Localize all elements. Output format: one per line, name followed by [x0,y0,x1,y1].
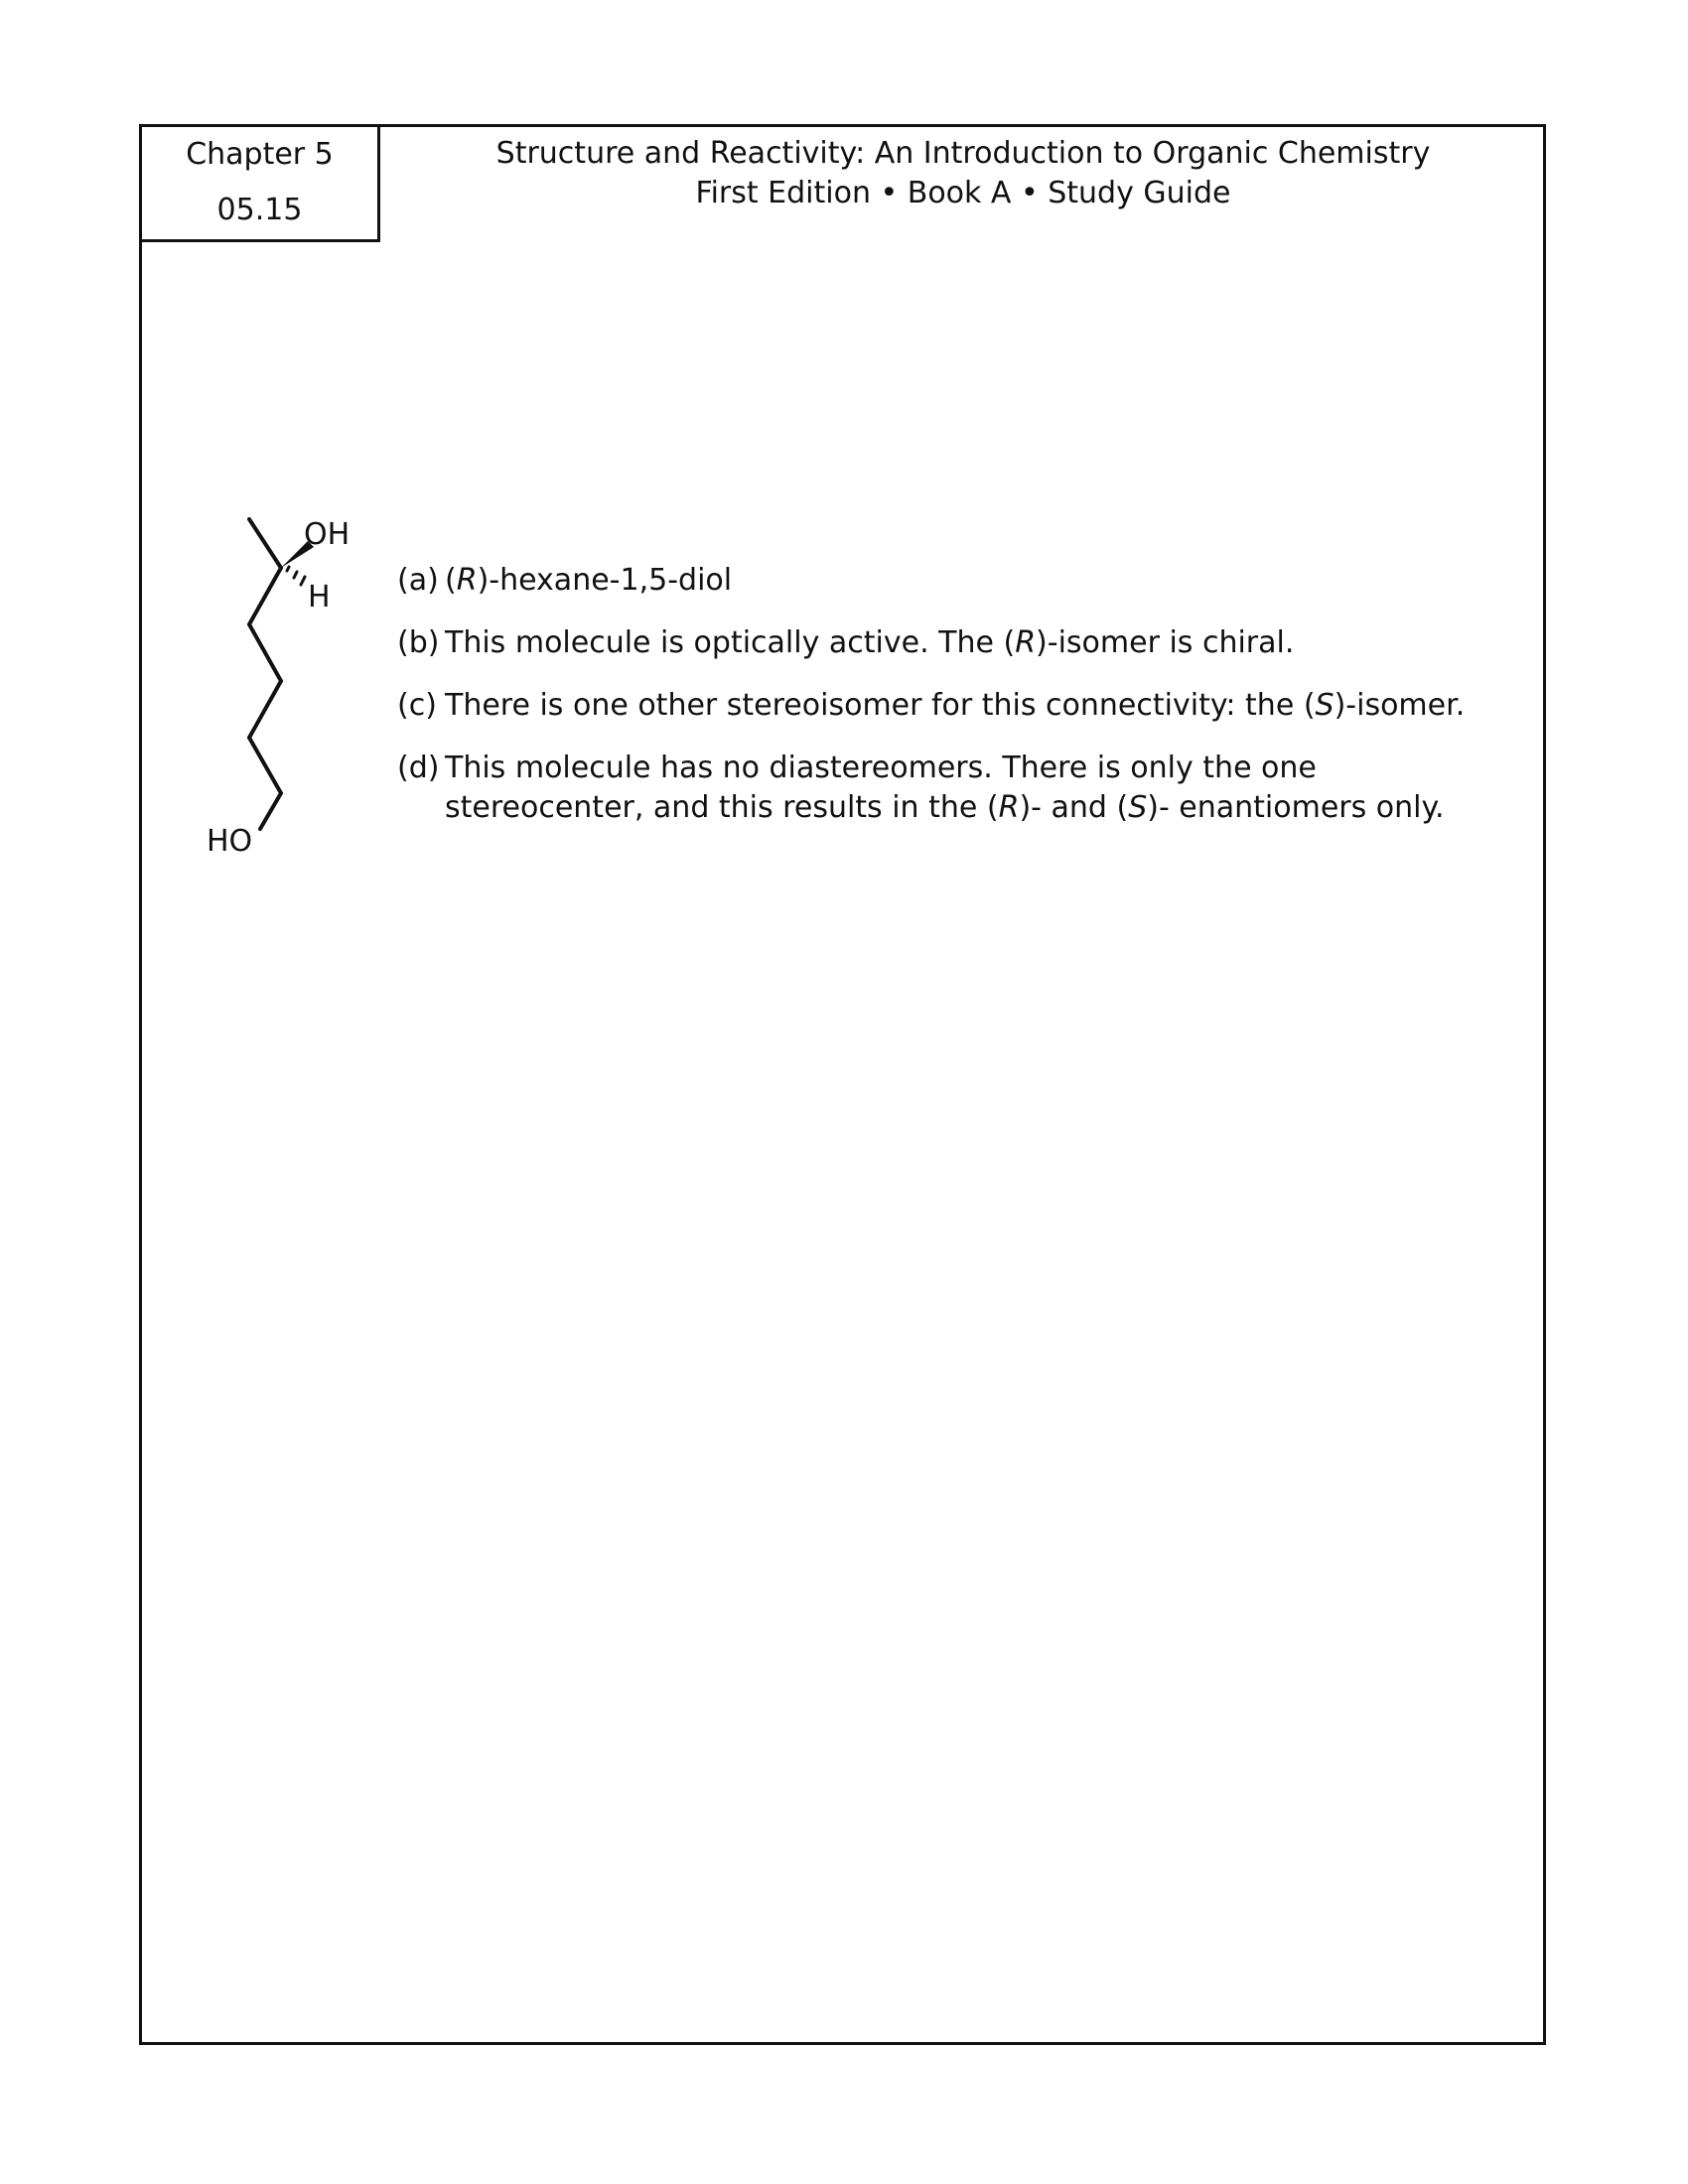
top-hydroxyl-label: OH [304,517,351,552]
answer-letter: (a) [397,563,439,598]
hexane-diol-structure [189,501,387,879]
answer-d [397,749,1519,828]
page-frame [139,124,1546,2045]
answer-b [397,623,1519,663]
answer-letter: (d) [397,751,440,785]
answer-letter: (c) [397,688,437,723]
answer-letter: (b) [397,625,440,660]
hash-bond [287,567,305,585]
bottom-hydroxyl-label: HO [207,824,253,859]
hydrogen-label: H [308,580,331,614]
section-number: 05.15 [216,193,303,227]
hydroxyl-bond [260,793,281,829]
document-header [380,134,1546,213]
answer-text: There is one other stereoisomer for this connectivity: the (S)-isomer. [445,688,1466,723]
methyl-bond [249,519,281,568]
answer-text: (R)-hexane-1,5-diol [445,563,733,598]
chapter-box [139,124,380,242]
chain-bond-1 [249,568,281,624]
book-subtitle: First Edition • Book A • Study Guide [695,176,1231,210]
answer-text: This molecule has no diastereomers. There is only the one stereocenter, and this results in the (R)- and (S)- enantiomers only. [445,751,1445,825]
answer-c [397,686,1519,726]
book-title: Structure and Reactivity: An Introduction to Organic Chemistry [495,136,1431,171]
chapter-label: Chapter 5 [186,137,334,172]
answer-list [397,561,1519,851]
chain-bond-4 [249,738,281,793]
answer-text: This molecule is optically active. The (R)-isomer is chiral. [445,625,1295,660]
chain-bond-3 [249,681,281,738]
answer-a [397,561,1519,601]
chain-bond-2 [249,624,281,681]
